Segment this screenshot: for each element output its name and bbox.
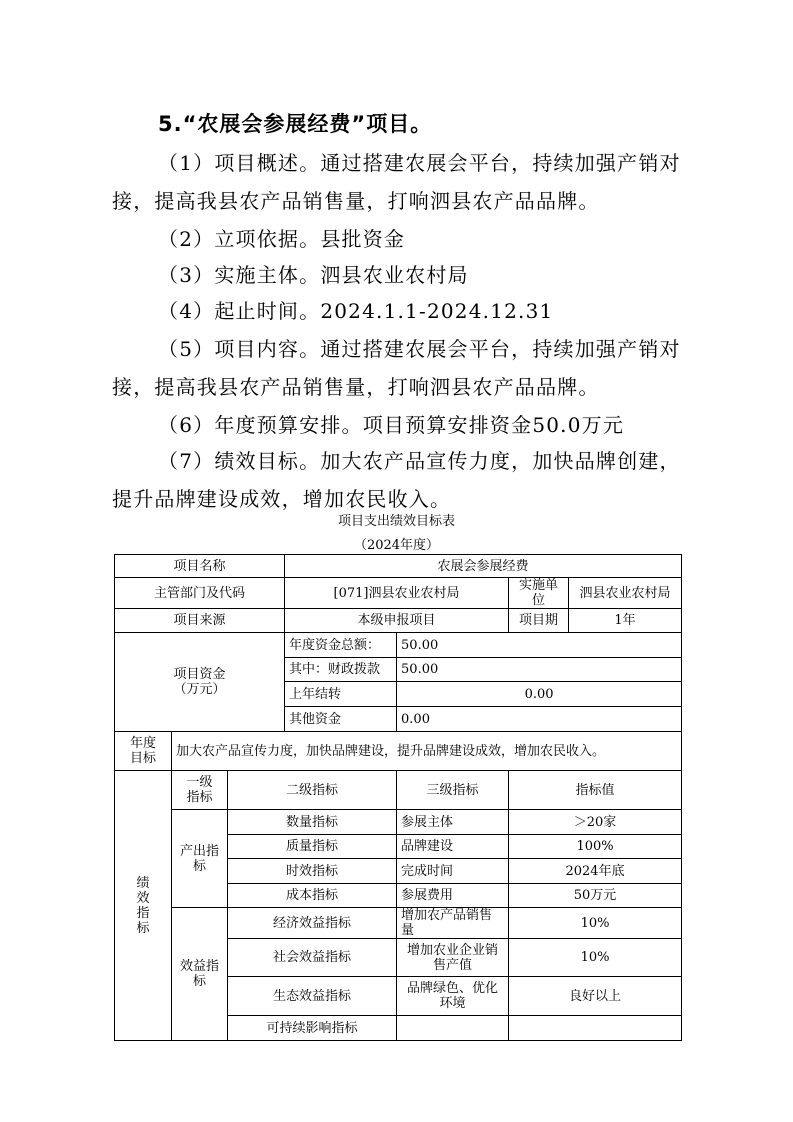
head-level1: 一级 指标	[172, 771, 228, 810]
output-l2: 质量指标	[228, 835, 397, 859]
output-value: 100%	[509, 835, 682, 859]
goal-label: 年度 目标	[115, 732, 172, 771]
benefit-value: 10%	[509, 939, 682, 977]
paragraph-implementer: （3）实施主体。泗县农业农村局	[158, 263, 469, 287]
performance-table	[114, 554, 682, 1041]
output-value: 50万元	[509, 884, 682, 908]
benefit-value	[509, 1016, 682, 1041]
output-l2: 时效指标	[228, 859, 397, 884]
funds-total-label: 年度资金总额：	[285, 633, 397, 658]
funds-fiscal-label: 其中：财政拨款	[285, 658, 397, 682]
output-l3: 完成时间	[397, 859, 509, 884]
funds-other-value: 0.00	[397, 707, 682, 732]
benefit-l3: 增加农产品销售量	[397, 908, 509, 939]
paragraph-content: （5）项目内容。通过搭建农展会平台，持续加强产销对接，提高我县农产品销售量，打响泗县农产品品牌。	[112, 337, 681, 399]
funds-label: 项目资金 （万元）	[115, 633, 285, 732]
head-value: 指标值	[509, 771, 682, 810]
output-label: 产出指 标	[172, 810, 228, 908]
benefit-l2: 生态效益指标	[228, 977, 397, 1016]
project-name-value: 农展会参展经费	[285, 555, 682, 578]
dept-value: [071]泗县农业农村局	[285, 578, 509, 609]
output-l2: 数量指标	[228, 810, 397, 835]
paragraph-overview: （1）项目概述。通过搭建农展会平台，持续加强产销对接，提高我县农产品销售量，打响泗县农产品品牌。	[112, 151, 681, 213]
output-value: 2024年底	[509, 859, 682, 884]
benefit-value: 良好以上	[509, 977, 682, 1016]
project-name-label: 项目名称	[115, 555, 285, 578]
paragraph-budget: （6）年度预算安排。项目预算安排资金50.0万元	[158, 413, 625, 437]
paragraph-period: （4）起止时间。2024.1.1-2024.12.31	[158, 299, 554, 323]
source-label: 项目来源	[115, 609, 285, 633]
paragraph-goal: （7）绩效目标。加大农产品宣传力度，加快品牌创建，提升品牌建设成效，增加农民收入。	[112, 449, 681, 511]
source-value: 本级申报项目	[285, 609, 509, 633]
head-level3: 三级指标	[397, 771, 509, 810]
benefit-l2: 社会效益指标	[228, 939, 397, 977]
table-title: 项目支出绩效目标表	[337, 514, 455, 529]
output-l2: 成本指标	[228, 884, 397, 908]
funds-carryover-label: 上年结转	[285, 682, 397, 707]
table-year: （2024年度）	[353, 538, 440, 553]
output-l3: 参展费用	[397, 884, 509, 908]
output-value: ＞20家	[509, 810, 682, 835]
impl-label: 实施单位	[509, 578, 569, 609]
goal-value: 加大农产品宣传力度，加快品牌建设，提升品牌建设成效，增加农民收入。	[172, 732, 682, 771]
benefit-l3	[397, 1016, 509, 1041]
benefit-value: 10%	[509, 908, 682, 939]
benefit-l2: 经济效益指标	[228, 908, 397, 939]
period-label: 项目期	[509, 609, 569, 633]
period-value: 1年	[569, 609, 682, 633]
benefit-l2: 可持续影响指标	[228, 1016, 397, 1041]
funds-total-value: 50.00	[397, 633, 682, 658]
benefit-l3: 品牌绿色、优化环境	[397, 977, 509, 1016]
head-level2: 二级指标	[228, 771, 397, 810]
dept-label: 主管部门及代码	[115, 578, 285, 609]
funds-fiscal-value: 50.00	[397, 658, 682, 682]
output-l3: 品牌建设	[397, 835, 509, 859]
output-l3: 参展主体	[397, 810, 509, 835]
perf-label: 绩 效 指 标	[115, 771, 172, 1041]
funds-other-label: 其他资金	[285, 707, 397, 732]
impl-value: 泗县农业农村局	[569, 578, 682, 609]
benefit-l3: 增加农业企业销售产值	[397, 939, 509, 977]
paragraph-basis: （2）立项依据。县批资金	[158, 227, 406, 251]
funds-carryover-value: 0.00	[397, 682, 682, 707]
section-heading: 5.“农展会参展经费”项目。	[158, 112, 433, 136]
benefit-label: 效益指 标	[172, 908, 228, 1041]
